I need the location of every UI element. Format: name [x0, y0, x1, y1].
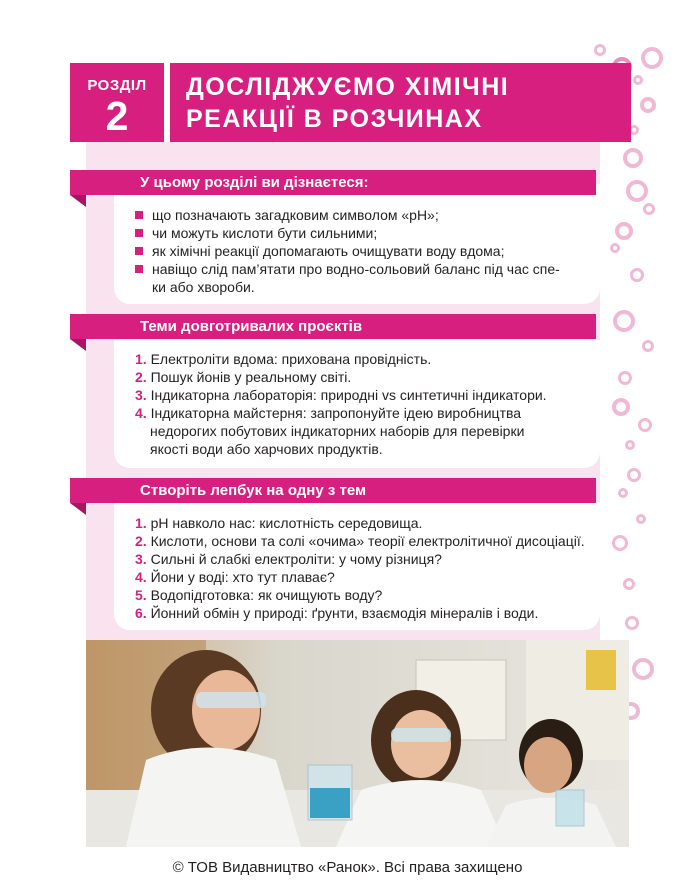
list-item: 2. Кислоти, основи та солі «очима» теорії електролітичної дисоціації. [135, 533, 585, 549]
bubble [640, 97, 656, 113]
bubble [641, 47, 663, 69]
learn-heading-bar [70, 170, 596, 195]
bubble [630, 268, 644, 282]
list-item: 3. Сильні й слабкі електроліти: у чому різниця? [135, 551, 442, 567]
bubble [638, 418, 652, 432]
list-item: 1. pH навколо нас: кислотність середовища. [135, 515, 423, 531]
learn-heading: У цьому розділі ви дізнаєтеся: [140, 174, 369, 191]
bullet-icon [135, 265, 143, 273]
bubble [623, 578, 635, 590]
bubble [610, 243, 620, 253]
bubble [625, 440, 635, 450]
bullet-icon [135, 211, 143, 219]
list-item: 3. Індикаторна лабораторія: природні vs синтетичні індикатори. [135, 387, 547, 403]
heading-fold [70, 339, 86, 351]
bubble [636, 514, 646, 524]
bubble [623, 148, 643, 168]
bubble [618, 488, 628, 498]
list-item: 2. Пошук йонів у реальному світі. [135, 369, 352, 385]
copyright-footer: © ТОВ Видавництво «Ранок». Всі права захищено [172, 859, 523, 876]
bubble [627, 468, 641, 482]
bubble [594, 44, 606, 56]
bullet-icon [135, 247, 143, 255]
bubble [643, 203, 655, 215]
bubble [625, 616, 639, 630]
title-line-1: ДОСЛІДЖУЄМО ХІМІЧНІ [186, 73, 510, 101]
title-line-2: РЕАКЦІЇ В РОЗЧИНАХ [186, 105, 483, 133]
list-item-continuation: якості води або харчових продуктів. [150, 441, 383, 457]
bullet-icon [135, 229, 143, 237]
chapter-label: РОЗДІЛ [87, 77, 147, 94]
projects-heading: Теми довготривалих проєктів [140, 318, 363, 335]
lapbook-heading: Створіть лепбук на одну з тем [140, 482, 367, 499]
bubble [633, 75, 643, 85]
projects-heading-bar [70, 314, 596, 339]
heading-fold [70, 503, 86, 515]
lab-photo [86, 640, 629, 847]
bubble [612, 535, 628, 551]
chapter-title [170, 63, 631, 142]
heading-fold [70, 195, 86, 207]
list-item: 4. Індикаторна майстерня: запропонуйте ідею виробництва [135, 405, 522, 421]
bubble [626, 180, 648, 202]
bubble [612, 398, 630, 416]
lapbook-heading-bar [70, 478, 596, 503]
list-item: 4. Йони у воді: хто тут плаває? [135, 569, 335, 585]
list-item: 6. Йонний обмін у природі: ґрунти, взаємодія мінералів і води. [135, 605, 539, 621]
lab-photo-illustration [86, 640, 629, 847]
list-item: 1. Електроліти вдома: прихована провідність. [135, 351, 432, 367]
chapter-number: 2 [105, 93, 129, 139]
bubble [613, 310, 635, 332]
bubble [632, 658, 654, 680]
list-item-continuation: недорогих побутових індикаторних наборів для перевірки [150, 423, 525, 439]
bubble [618, 371, 632, 385]
bubble [615, 222, 633, 240]
list-item: 5. Водопідготовка: як очищують воду? [135, 587, 383, 603]
bubble [642, 340, 654, 352]
chapter-badge [70, 63, 164, 142]
